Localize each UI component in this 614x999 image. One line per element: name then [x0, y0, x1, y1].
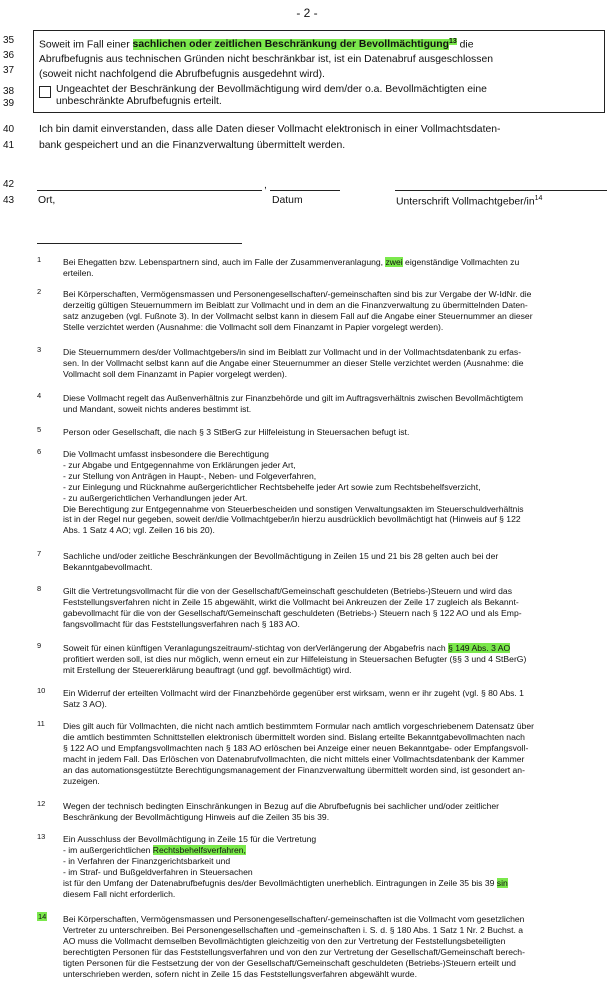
line-number-39: 39: [3, 98, 15, 109]
line-number-37: 37: [3, 65, 15, 76]
footnote-number-12: 12: [37, 799, 46, 808]
line-number-38: 38: [3, 86, 15, 97]
footnote-7: Sachliche und/oder zeitliche Beschränkungen der Bevollmächtigung in Zeilen 15 und 21 bis 28 gelten auch bei der Bekanntgabevollmacht.: [63, 551, 499, 572]
footnote-number-8: 8: [37, 584, 42, 593]
footnote-8: Gilt die Vertretungsvollmacht für die von der Gesellschaft/Gemeinschaft geschuldeten (Betriebs-)Steuern und wird das Feststellungsverfahren nicht in Zeile 15 abgewählt, wirkt die Vollmacht bei Ankreuzen der Zeile 17 zugleich als Bekannt- gabevollmacht für die von der Gesellschaft/Gemeinschaft geschuldeten (Betriebs-) Steuern nach § 122 AO und als Emp- fangsvollmacht für das Feststellungsverfahren nach § 183 AO.: [63, 586, 522, 629]
ort-label: Ort,: [38, 195, 56, 206]
footnote-13: Ein Ausschluss der Bevollmächtigung in Zeile 15 für die Vertretung - im außergerichtlichen Rechtsbehelfsverfahren, - in Verfahren der Finanzgerichtsbarkeit und - im Straf- und Bußgeldverfahren in Steuersachen ist für den Umfang der Datenabrufbefugnis des/der Bevollmächtigten unerheblich. Eintragungen in Zeile 35 bis 39 sin diesem Fall nicht erforderlich.: [63, 834, 508, 899]
footnote-number-11: 11: [37, 719, 45, 728]
footnote-12: Wegen der technisch bedingten Einschränkungen in Bezug auf die Abrufbefugnis bei sachlicher und/oder zeitlicher Beschränkung der Bevollmächtigung Hinweis auf die Zeilen 35 bis 39.: [63, 801, 500, 822]
line-number-40: 40: [3, 124, 15, 135]
footnote-ref-14: 14: [534, 195, 543, 202]
footnote-10: Ein Widerruf der erteilten Vollmacht wird der Finanzbehörde gegenüber erst wirksam, wenn er ihr zugeht (vgl. § 80 Abs. 1 Satz 3 AO).: [63, 688, 524, 709]
footnote-ref-13: 13: [448, 38, 457, 45]
footnote-number-14: 14: [38, 912, 47, 921]
page-number: - 2 -: [296, 6, 318, 20]
signature-comma: ,: [264, 180, 267, 191]
footnote-11: Dies gilt auch für Vollmachten, die nicht nach amtlich bestimmtem Formular nach amtlich vorgeschriebenem Datensatz über die amtlich bestimmten Schnittstellen elektronisch übermittelt worden sind. Bislang erteilte Bekanntgabevollmachten nach § 122 AO und Empfangsvollmachten nach § 183 AO erlöschen bei Anzeige einer neuen Bekanntgabe- oder Empfangsvoll- macht in jedem Fall. Das Erlöschen von Datenabrufvollmachten, die nicht mittels einer Vollmachtsdatenbank der Kammer an das automationsgestützte Berechtigungsmanagement der Finanzverwaltung übermittelt worden sind, ist gesondert an- zuzeigen.: [63, 721, 534, 786]
line-number-35: 35: [3, 35, 15, 46]
checkbox-label: Ungeachtet der Beschränkung der Bevollmächtigung wird dem/der o.a. Bevollmächtigten eine unbeschränkte Abrufbefugnis erteilt.: [56, 84, 487, 107]
footnote-separator: [37, 243, 242, 244]
footnote-4: Diese Vollmacht regelt das Außenverhältnis zur Finanzbehörde und gilt im Auftragsverhältnis zwischen Bevollmächtigtem und Mandant, soweit nichts anderes bestimmt ist.: [63, 393, 523, 414]
highlight-rechtsbehelfsverfahren: Rechtsbehelfsverfahren,: [152, 844, 246, 855]
footnote-5: Person oder Gesellschaft, die nach § 3 StBerG zur Hilfeleistung in Steuersachen befugt ist.: [63, 427, 410, 437]
unbeschraenkte-abrufbefugnis-checkbox[interactable]: [39, 86, 51, 98]
footnote-number-3: 3: [37, 345, 42, 354]
highlight-beschraenkung: sachlichen oder zeitlichen Beschränkung der Bevollmächtigung: [132, 39, 449, 51]
footnote-9: Soweit für einen künftigen Veranlagungszeitraum/-stichtag von derVerlängerung der Abgabefris nach § 149 Abs. 3 AO profitiert werden soll, ist dies nur möglich, wenn erneut ein zur Hilfeleistung in Steuersachen Befugter (§§ 3 und 4 StBerG) mit Erstellung der Steuererklärung beauftragt (und ggf. bevollmächtigt) wird.: [63, 643, 527, 675]
footnote-number-7: 7: [37, 549, 42, 558]
highlight-zwei: zwei: [385, 257, 403, 267]
footnote-number-9: 9: [37, 641, 42, 650]
footnote-number-5: 5: [37, 425, 42, 434]
line-number-42: 42: [3, 179, 15, 190]
footnote-14: Bei Körperschaften, Vermögensmassen und Personengesellschaften/-gemeinschaften ist die Vollmacht vom gesetzlichen Vertreter zu unterschreiben. Bei Personengesellschaften und -gemeinschaften i. S. d. § 180 Abs. 1 Satz 1 Nr. 2 Buchst. a AO muss die Vollmacht demselben Bevollmächtigten gleichzeitig von den zur Vertretung der Feststellungsbeteiligten berechtigten Personen für das Feststellungsverfahren und von den zur Vertretung der Gesellschaft/Gemeinschaft berech- tigten Personen für die Festsetzung der von der Gesellschaft/Gemeinschaft geschuldeten (Betriebs-)Steuern erteilt und unterschrieben werden, sofern nicht in Zeile 15 das Feststellungsverfahren abgewählt wurde.: [63, 914, 525, 979]
footnote-number-4: 4: [37, 391, 42, 400]
footnote-6: Die Vollmacht umfasst insbesondere die Berechtigung - zur Abgabe und Entgegennahme von Erklärungen jeder Art, - zur Stellung von Anträgen in Haupt-, Neben- und Folgeverfahren, - zur Einlegung und Rücknahme außergerichtlicher Rechtsbehelfe jeder Art sowie zum Rechtsbehelfsverzicht, - zu außergerichtlichen Verhandlungen jeder Art. Die Berechtigung zur Entgegennahme von Steuerbescheiden und sonstigen Verwaltungsakten im Steuerschuldverhältnis ist in der Regel nur gegeben, soweit der/die Vollmachtgeber/in hierzu ausdrücklich bevollmächtigt hat (Hinweis auf § 122 Abs. 1 Satz 4 AO; vgl. Zeilen 16 bis 20).: [63, 449, 524, 536]
footnote-number-13: 13: [37, 832, 46, 841]
abrufbefugnis-box: [33, 30, 605, 113]
datum-label: Datum: [272, 195, 303, 206]
footnote-number-2: 2: [37, 287, 42, 296]
line-number-36: 36: [3, 50, 15, 61]
footnote-2: Bei Körperschaften, Vermögensmassen und Personengesellschaften/-gemeinschaften sind bis zur Vergabe der W-IdNr. die derzeitig gültigen Steuernummern im Beiblatt zur Vollmacht und in dem an die Finanzverwaltung zu übermittelnden Daten- satz anzugeben (vgl. Fußnote 3). In der Vollmacht selbst kann in diesem Fall auf die Angabe einer Steuernummer an dieser Stelle verzichtet werden (Ausnahme: die Vollmacht soll dem Finanzamt in Papier vorgelegt werden).: [63, 289, 533, 332]
unterschrift-line[interactable]: [395, 190, 607, 191]
highlight-149-abs-3-ao: § 149 Abs. 3 AO: [448, 643, 511, 653]
footnote-number-10: 10: [37, 686, 46, 695]
footnote-3: Die Steuernummern des/der Vollmachtgebers/in sind im Beiblatt zur Vollmacht und in der Vollmachtsdatenbank zu erfas- sen. In der Vollmacht selbst kann auf die Angabe einer Steuernummer an dieser Stelle verzichtet werden (Ausnahme: die Vollmacht soll dem Finanzamt in Papier vorgelegt werden).: [63, 347, 524, 379]
line-number-41: 41: [3, 140, 15, 151]
footnote-number-1: 1: [37, 255, 42, 264]
line-number-43: 43: [3, 195, 15, 206]
highlight-sin: sin: [496, 877, 508, 888]
abrufbefugnis-text: Soweit im Fall einer sachlichen oder zeitlichen Beschränkung der Bevollmächtigung$^{13}$ die Abrufbefugnis aus technischen Gründen nicht beschränkbar ist, ist ein Datenabruf ausgeschlossen (soweit nicht nachfolgend die Abrufbefugnis ausgedehnt wird).: [39, 38, 493, 81]
consent-text: Ich bin damit einverstanden, dass alle Daten dieser Vollmacht elektronisch in einer Vollmachtsdaten- bank gespeichert und an die Finanzverwaltung übermittelt werden.: [39, 124, 501, 151]
footnote-number-6: 6: [37, 447, 42, 456]
footnote-1: Bei Ehegatten bzw. Lebenspartnern sind, auch im Falle der Zusammenveranlagung, zwei eigenständige Vollmachten zu erteilen.: [63, 257, 520, 278]
unterschrift-label: Unterschrift Vollmachtgeber/$in^{14}$: [396, 195, 543, 208]
datum-line[interactable]: [270, 190, 340, 191]
ort-line[interactable]: [37, 190, 262, 191]
